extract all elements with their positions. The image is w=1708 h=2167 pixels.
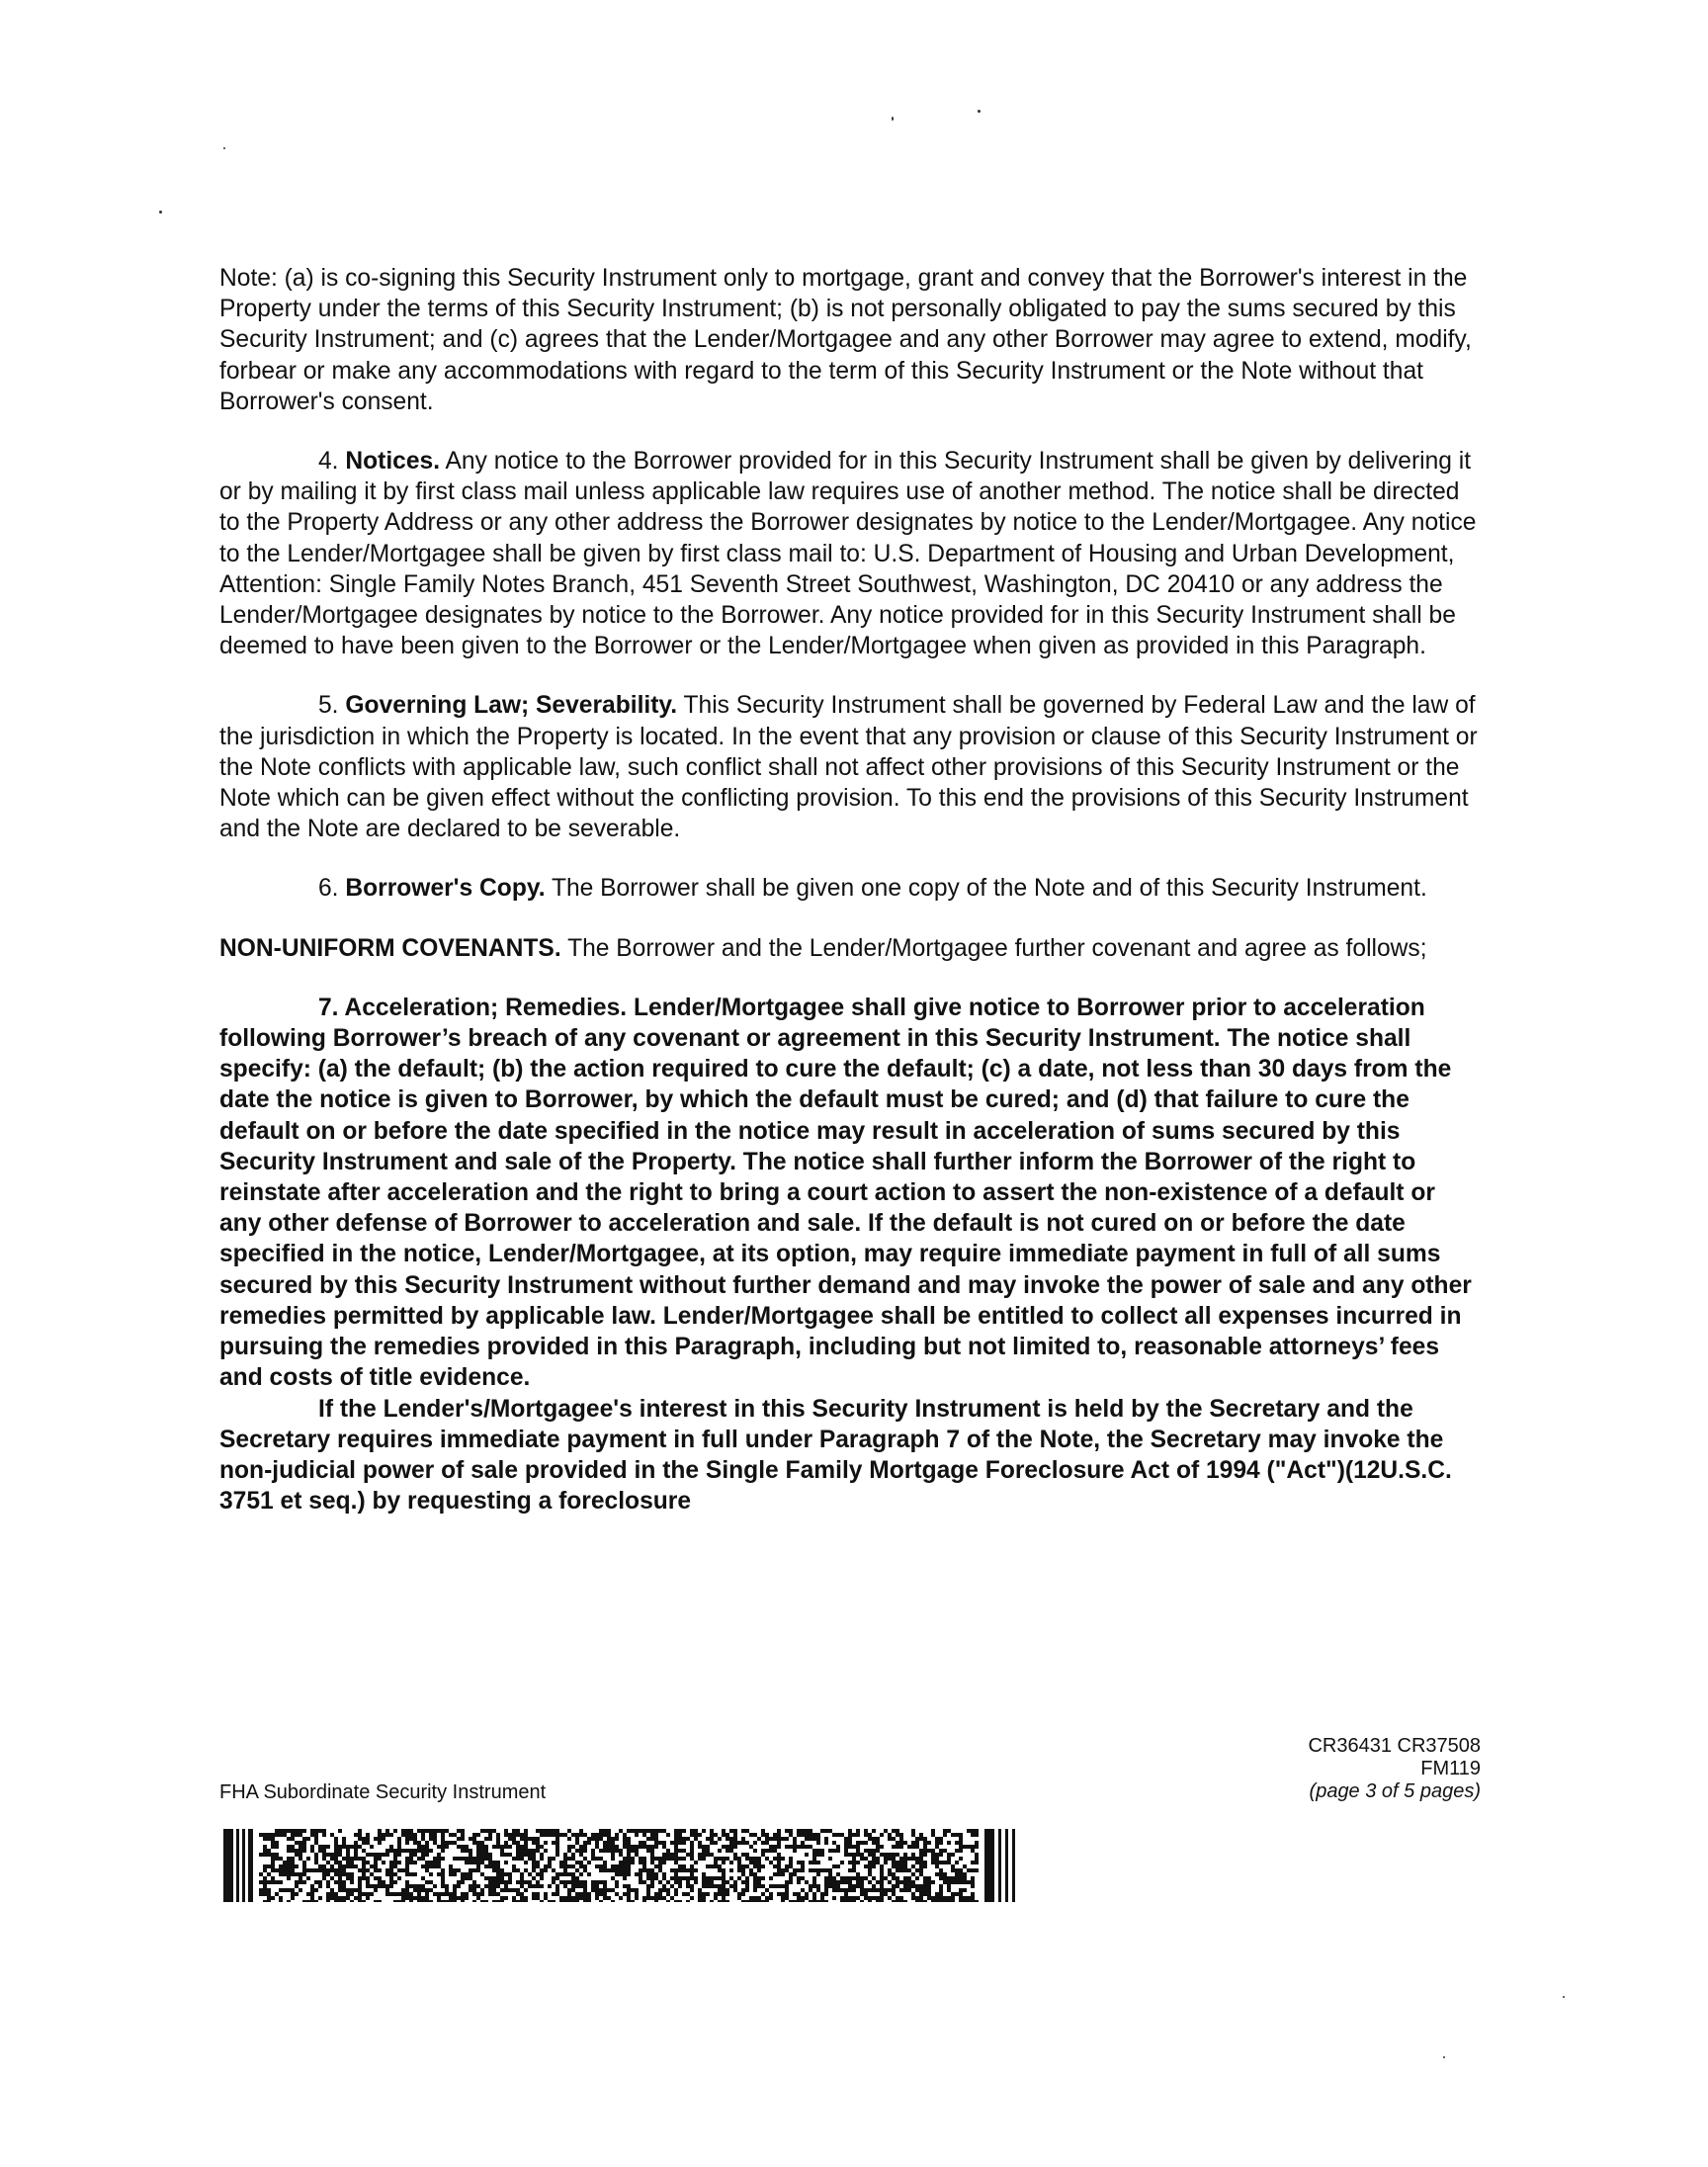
non-uniform-covenants	[219, 933, 1483, 964]
note-text: Note: (a) is co-signing this Security Instrument only to mortgage, grant and convey that the Borrower's interest in the Property under the terms of this Security Instrument; (b) is not personally obligated to pay the sums secured by this Security Instrument; and (c) agrees that the Lender/Mortgagee and any other Borrower may agree to extend, modify, forbear or make any accommodations with regard to the term of this Security Instrument or the Note without that Borrower's consent.	[219, 265, 1472, 415]
section-number: 4.	[318, 448, 339, 476]
section-borrowers-copy	[219, 873, 1483, 904]
section-number: 6.	[318, 875, 339, 903]
section-governing-law	[219, 690, 1483, 844]
section-number: 5.	[318, 692, 339, 720]
section-text: The Borrower shall be given one copy of the Note and of this Security Instrument.	[551, 875, 1427, 903]
scan-speck	[1563, 1996, 1565, 1998]
scan-speck	[892, 117, 894, 121]
barcode-image	[223, 1829, 1024, 1902]
section-heading: Borrower's Copy.	[345, 875, 546, 903]
section-notices	[219, 446, 1483, 661]
scan-speck	[978, 110, 981, 113]
footer-form-title: FHA Subordinate Security Instrument	[219, 1781, 547, 1803]
section-heading: Notices.	[345, 448, 441, 476]
section-text: If the Lender's/Mortgagee's interest in this Security Instrument is held by the Secretary and the Secretary requires immediate payment in full under Paragraph 7 of the Note, the Secretary may invoke the non-judicial power of sale provided in the Single Family Mortgage Foreclosure Act of 1994 ("Act")(12U.S.C. 3751 et seq.) by requesting a foreclosure	[219, 1395, 1452, 1516]
page-number: (page 3 of 5 pages)	[1309, 1780, 1481, 1802]
document-body	[219, 263, 1483, 1517]
document-codes: CR36431 CR37508	[1308, 1735, 1481, 1757]
form-number: FM119	[1420, 1758, 1481, 1779]
section-acceleration-secretary	[219, 1394, 1483, 1517]
section-text: The Borrower and the Lender/Mortgagee further covenant and agree as follows;	[567, 934, 1427, 962]
section-text: This Security Instrument shall be governed by Federal Law and the law of the jurisdiction in which the Property is located. In the event that any provision or clause of this Security Instrument or the Note conflicts with applicable law, such conflict shall not affect other provisions of this Security Instrument or the Note which can be given effect without the conflicting provision. To this end the provisions of this Security Instrument and the Note are declared to be severable.	[219, 692, 1478, 843]
section-text: Any notice to the Borrower provided for in this Security Instrument shall be given by delivering it or by mailing it by first class mail unless applicable law requires use of another method. The notice shall be directed to the Property Address or any other address the Borrower designates by notice to the Lender/Mortgagee. Any notice to the Lender/Mortgagee shall be given by first class mail to: U.S. Department of Housing and Urban Development, Attention: Single Family Notes Branch, 451 Seventh Street Southwest, Washington, DC 20410 or any address the Lender/Mortgagee designates by notice to the Borrower. Any notice provided for in this Security Instrument shall be deemed to have been given to the Borrower or the Lender/Mortgagee when given as provided in this Paragraph.	[219, 448, 1477, 660]
footer-codes-block	[1166, 1735, 1481, 1803]
scan-speck	[223, 147, 225, 149]
scan-speck	[159, 211, 162, 214]
section-acceleration	[219, 993, 1483, 1394]
section-heading: Governing Law; Severability.	[345, 692, 678, 720]
scan-speck	[1443, 2056, 1445, 2058]
note-paragraph	[219, 263, 1483, 417]
section-text: 7. Acceleration; Remedies. Lender/Mortgagee shall give notice to Borrower prior to acceleration following Borrower’s breach of any covenant or agreement in this Security Instrument. The notice shall specify: (a) the default; (b) the action required to cure the default; (c) a date, not less than 30 days from the date the notice is given to Borrower, by which the default must be cured; and (d) that failure to cure the default on or before the date specified in the notice may result in acceleration of sums secured by this Security Instrument and sale of the Property. The notice shall further inform the Borrower of the right to reinstate after acceleration and the right to bring a court action to assert the non-existence of a default or any other defense of Borrower to acceleration and sale. If the default is not cured on or before the date specified in the notice, Lender/Mortgagee, at its option, may require immediate payment in full of all sums secured by this Security Instrument without further demand and may invoke the power of sale and any other remedies permitted by applicable law. Lender/Mortgagee shall be entitled to collect all expenses incurred in pursuing the remedies provided in this Paragraph, including but not limited to, reasonable attorneys’ fees and costs of title evidence.	[219, 994, 1472, 1392]
section-heading: NON-UNIFORM COVENANTS.	[219, 934, 561, 962]
